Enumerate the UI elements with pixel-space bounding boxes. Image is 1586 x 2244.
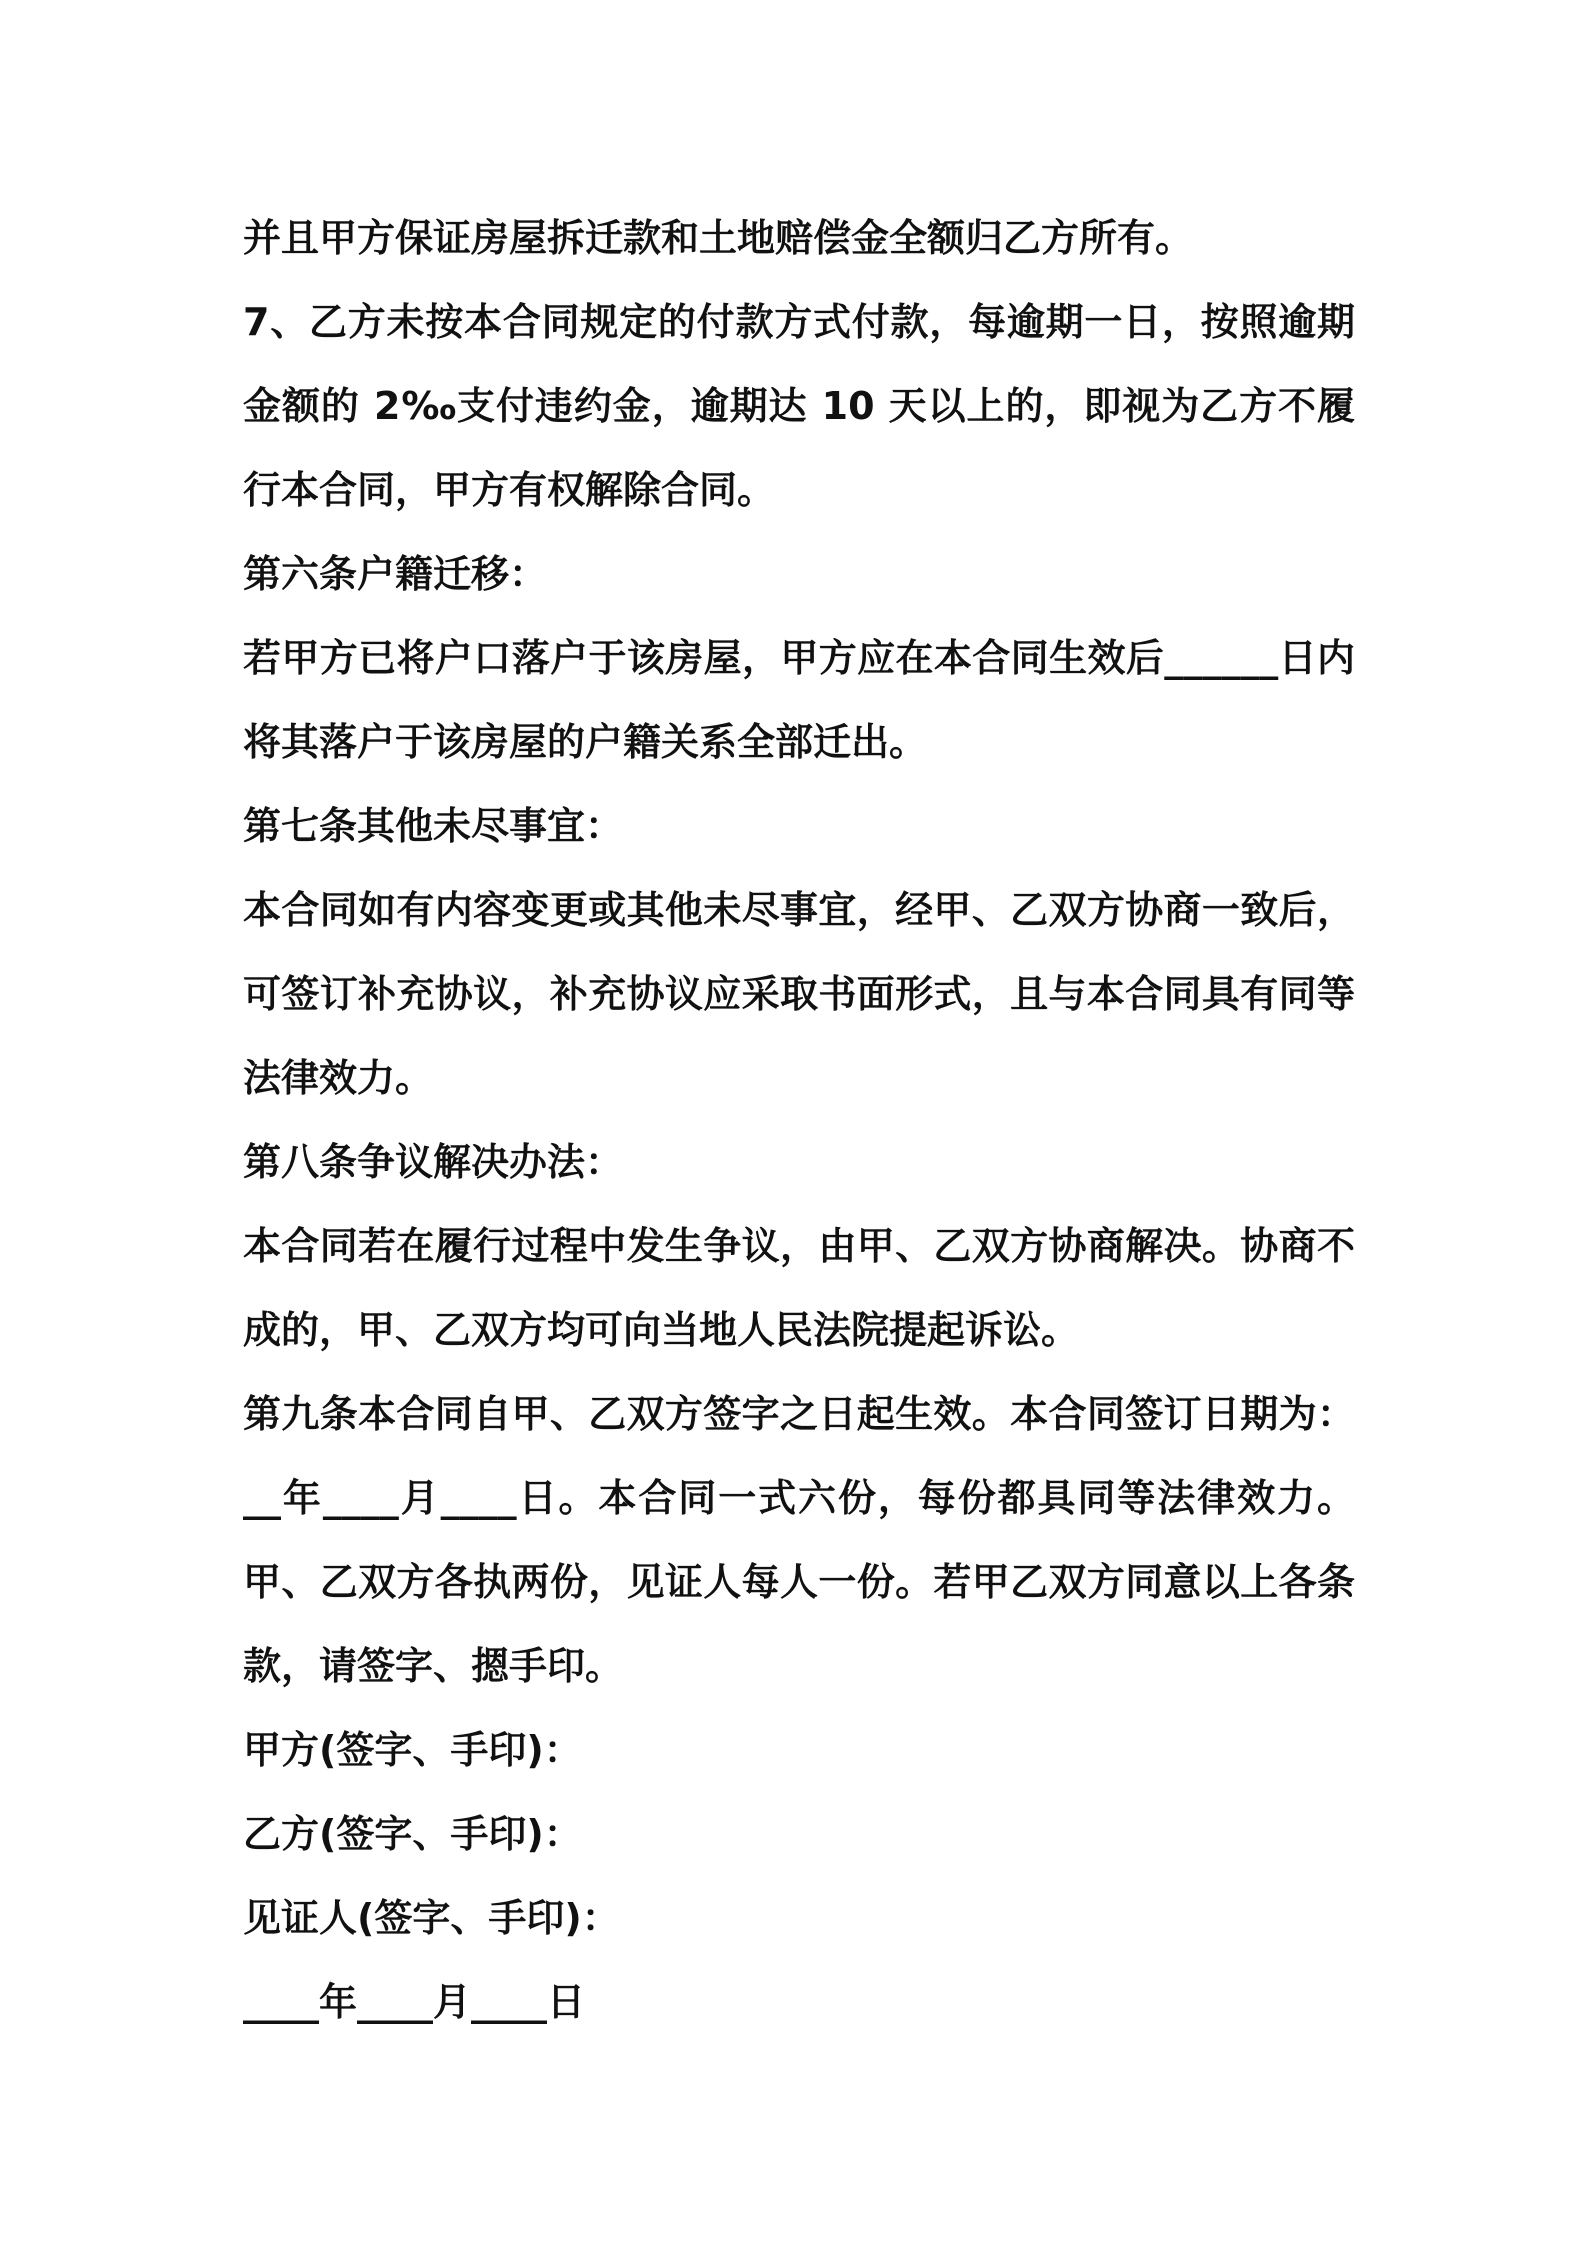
article-8-body: 本合同若在履行过程中发生争议，由甲、乙双方协商解决。协商不成的，甲、乙双方均可向当地人民法院提起诉讼。 [243, 1224, 1355, 1352]
party-a-signature-line: 甲方(签字、手印)： [243, 1728, 582, 1772]
article-6-body: 若甲方已将户口落户于该房屋，甲方应在本合同生效后______日内将其落户于该房屋的户籍关系全部迁出。 [243, 636, 1355, 764]
article-7-body: 本合同如有内容变更或其他未尽事宜，经甲、乙双方协商一致后，可签订补充协议，补充协议应采取书面形式，且与本合同具有同等法律效力。 [243, 888, 1355, 1100]
party-b-signature-line: 乙方(签字、手印)： [243, 1812, 582, 1856]
witness-signature-line: 见证人(签字、手印)： [243, 1896, 620, 1940]
article-7-heading: 第七条其他未尽事宜： [243, 804, 624, 848]
article-6-heading: 第六条户籍迁移： [243, 552, 548, 596]
article-8-heading: 第八条争议解决办法： [243, 1140, 624, 1184]
article-9-body: 第九条本合同自甲、乙双方签字之日起生效。本合同签订日期为：__年____月____日。本合同一式六份，每份都具同等法律效力。甲、乙双方各执两份，见证人每人一份。若甲乙双方同意以上各条款，请签字、摁手印。 [243, 1392, 1355, 1688]
clause-demolition-compensation: 并且甲方保证房屋拆迁款和土地赔偿金全额归乙方所有。 [243, 216, 1194, 260]
signing-date-line: ____年____月____日 [243, 1980, 586, 2024]
document-body [243, 196, 1355, 2044]
clause-late-payment: 7、乙方未按本合同规定的付款方式付款，每逾期一日，按照逾期金额的 2‰支付违约金，逾期达 10 天以上的，即视为乙方不履行本合同，甲方有权解除合同。 [243, 300, 1355, 512]
